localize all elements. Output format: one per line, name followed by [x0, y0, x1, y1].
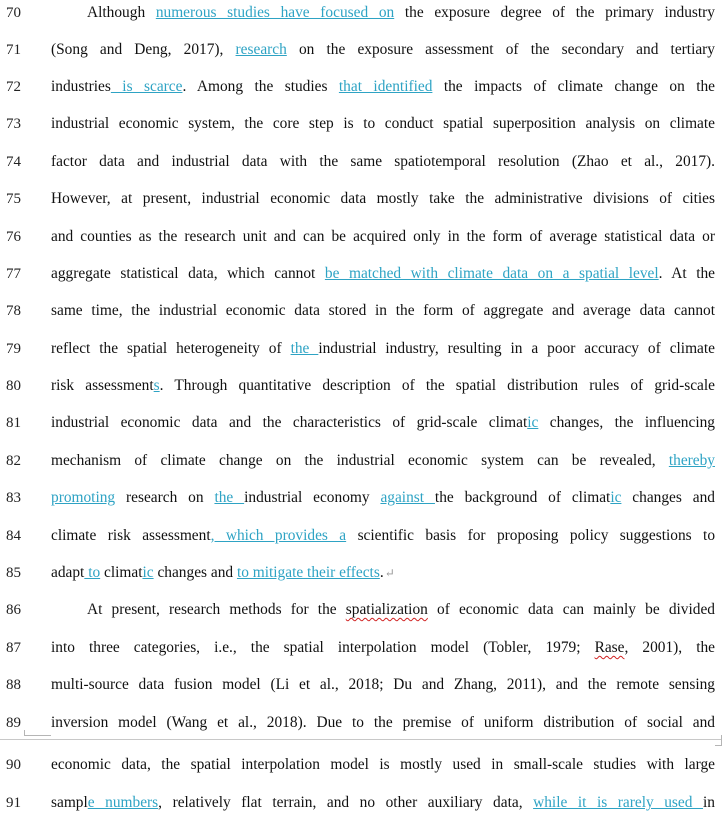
line-text[interactable]: [51, 523, 715, 549]
document-line: [0, 74, 722, 111]
text-run: . At the: [658, 265, 715, 282]
line-number: 81: [6, 415, 21, 431]
document-line: [0, 336, 722, 373]
text-run: industrial economy: [244, 489, 381, 506]
text-run: inversion model (Wang et al., 2018). Due to the premise of uniform distribution of social and: [51, 714, 715, 731]
tracked-insertion: be matched with climate data on a spatial level: [324, 265, 659, 282]
crop-mark-left: [24, 730, 51, 736]
line-number: 74: [6, 154, 21, 170]
line-text[interactable]: [51, 149, 715, 175]
text-run: . Through quantitative description of the spatial distribution rules of grid-scale: [159, 377, 715, 394]
tracked-insertion: thereby: [668, 452, 715, 469]
document-line: [0, 485, 722, 522]
text-run: industrial economic data and the characteristics of grid-scale climat: [51, 414, 528, 431]
tracked-insertion: , which provides a: [210, 527, 347, 544]
text-run: the impacts of climate change on the: [432, 78, 715, 95]
document-line: [0, 0, 722, 37]
document-line: [0, 37, 722, 74]
line-number: 89: [6, 715, 21, 731]
text-run: At present, research methods for the: [87, 601, 346, 618]
text-run: (Song and Deng, 2017),: [51, 41, 236, 58]
text-run: aggregate statistical data, which cannot: [51, 265, 325, 282]
text-run: scientific basis for proposing policy suggestions to: [346, 527, 715, 544]
line-number: 78: [6, 303, 21, 319]
text-run: adapt: [51, 564, 85, 581]
document-line: [0, 710, 722, 747]
text-run: of economic data can mainly be divided: [427, 601, 715, 618]
line-text[interactable]: [51, 790, 715, 816]
line-text[interactable]: [51, 485, 715, 511]
document-line: [0, 448, 722, 485]
text-run: mechanism of climate change on the industrial economic system can be revealed,: [51, 452, 669, 469]
tracked-insertion: ic: [142, 564, 154, 581]
line-text[interactable]: [51, 672, 715, 698]
document-line: [0, 635, 722, 672]
line-text[interactable]: [51, 336, 715, 362]
text-run: . Among the studies: [182, 78, 339, 95]
page-break: [0, 739, 722, 741]
spelling-flag: spatialization: [345, 601, 428, 618]
line-number: 80: [6, 378, 21, 394]
tracked-insertion: to: [84, 564, 101, 581]
line-text[interactable]: [51, 186, 715, 212]
line-number: 71: [6, 42, 21, 58]
tracked-insertion: numerous studies have focused on: [155, 4, 395, 21]
tracked-insertion: e numbers: [87, 794, 159, 811]
line-text[interactable]: [51, 37, 715, 63]
text-run: climat: [100, 564, 143, 581]
text-run: changes and: [153, 564, 237, 581]
tracked-insertion: that identified: [338, 78, 433, 95]
text-run: , relatively flat terrain, and no other auxiliary data,: [158, 794, 534, 811]
text-run: in: [703, 794, 715, 811]
document-line: [0, 597, 722, 634]
line-text[interactable]: [51, 298, 715, 324]
line-number: 76: [6, 229, 21, 245]
crop-mark-right: [715, 735, 722, 746]
text-run: economic data, the spatial interpolation model is mostly used in small-scale studies with large: [51, 756, 715, 773]
document-line: [0, 560, 722, 597]
document-line: [0, 261, 722, 298]
line-text[interactable]: [51, 560, 715, 586]
line-text[interactable]: [51, 373, 715, 399]
line-number: 84: [6, 528, 21, 544]
line-text[interactable]: [51, 710, 715, 736]
line-text[interactable]: [51, 410, 715, 436]
line-number: 82: [6, 453, 21, 469]
line-number: 72: [6, 79, 21, 95]
line-text[interactable]: [51, 0, 715, 26]
text-run: , 2001), the: [624, 639, 715, 656]
tracked-insertion: against: [380, 489, 435, 506]
line-number: 90: [6, 757, 21, 773]
document-line: [0, 752, 722, 789]
tracked-insertion: ic: [610, 489, 622, 506]
document-line: [0, 224, 722, 261]
text-run: changes, the influencing: [538, 414, 715, 431]
text-run: factor data and industrial data with the same spatiotemporal resolution (Zhao et al., 2017).: [51, 153, 715, 170]
text-run: industries: [51, 78, 111, 95]
document-line: [0, 790, 722, 827]
text-run: Although: [87, 4, 156, 21]
text-run: the exposure degree of the primary industry: [394, 4, 715, 21]
line-number: 83: [6, 490, 21, 506]
text-run: and counties as the research unit and can be acquired only in the form of average statistical data or: [51, 228, 715, 245]
tracked-insertion: the: [214, 489, 245, 506]
line-text[interactable]: [51, 224, 715, 250]
line-text[interactable]: [51, 597, 715, 623]
line-number: 88: [6, 677, 21, 693]
line-text[interactable]: [51, 635, 715, 661]
tracked-insertion: to mitigate their effects: [236, 564, 380, 581]
text-run: same time, the industrial economic data stored in the form of aggregate and average data cannot: [51, 302, 715, 319]
line-number: 87: [6, 640, 21, 656]
line-number: 79: [6, 341, 21, 357]
tracked-insertion: the: [290, 340, 319, 357]
line-text[interactable]: [51, 752, 715, 778]
tracked-insertion: ic: [527, 414, 539, 431]
text-run: climate risk assessment: [51, 527, 211, 544]
line-text[interactable]: [51, 74, 715, 100]
line-text[interactable]: [51, 261, 715, 287]
line-number: 85: [6, 565, 21, 581]
text-run: into three categories, i.e., the spatial interpolation model (Tobler, 1979;: [51, 639, 595, 656]
line-number: 91: [6, 795, 21, 811]
text-run: risk assessment: [51, 377, 154, 394]
line-text[interactable]: [51, 111, 715, 137]
tracked-insertion: is scarce: [110, 78, 183, 95]
line-number: 73: [6, 116, 21, 132]
document-line: [0, 373, 722, 410]
text-run: on the exposure assessment of the secondary and tertiary: [286, 41, 715, 58]
page-break-rule: [0, 739, 722, 740]
spelling-flag: Rase: [594, 639, 625, 656]
document-line: [0, 111, 722, 148]
line-number: 75: [6, 191, 21, 207]
document-line: [0, 186, 722, 223]
document-line: [0, 523, 722, 560]
text-run: industrial industry, resulting in a poor accuracy of climate: [318, 340, 715, 357]
document-line: [0, 149, 722, 186]
document-line: [0, 410, 722, 447]
document-line: [0, 298, 722, 335]
text-run: reflect the spatial heterogeneity of: [51, 340, 291, 357]
text-run: multi-source data fusion model (Li et al., 2018; Du and Zhang, 2011), and the remote sensing: [51, 676, 715, 693]
text-run: .: [379, 564, 384, 581]
line-number: 77: [6, 266, 21, 282]
paragraph-mark-icon: ↵: [384, 566, 395, 580]
line-number: 70: [6, 5, 21, 21]
text-run: changes and: [621, 489, 715, 506]
document-line: [0, 672, 722, 709]
text-run: However, at present, industrial economic data mostly take the administrative divisions of cities: [51, 190, 715, 207]
line-text[interactable]: [51, 448, 715, 474]
text-run: sampl: [51, 794, 88, 811]
text-run: research on: [115, 489, 215, 506]
tracked-insertion: promoting: [51, 489, 116, 506]
tracked-insertion: s: [153, 377, 160, 394]
tracked-insertion: research: [235, 41, 287, 58]
tracked-insertion: while it is rarely used: [533, 794, 704, 811]
line-number: 86: [6, 602, 21, 618]
text-run: industrial economic system, the core step is to conduct spatial superposition analysis on climate: [51, 115, 715, 132]
text-run: the background of climat: [434, 489, 611, 506]
